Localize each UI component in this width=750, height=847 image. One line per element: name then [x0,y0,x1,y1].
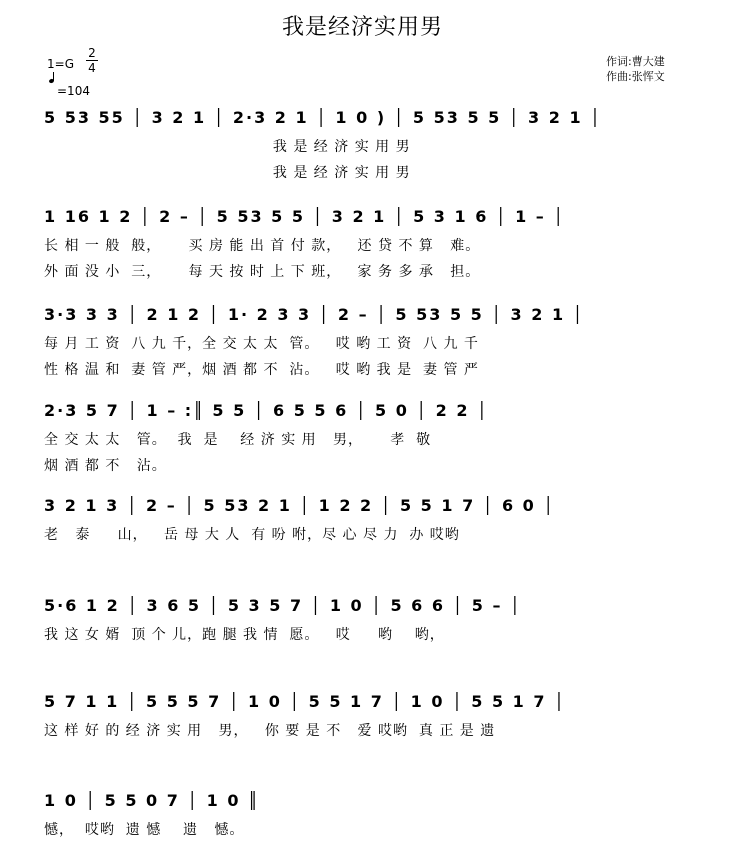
notes-row: 1 16 1 2 │ 2 – │ 5 53 5 5 │ 3 2 1 │ 5 3 1 6 │ 1 – │ [44,207,566,226]
lyrics-line: 性 格 温 和 妻 管 严，烟 酒 都 不 沾。 哎 哟 我 是 妻 管 严 [44,362,479,378]
notes-row: 3·3 3 3 │ 2 1 2 │ 1· 2 3 3 │ 2 – │ 5 53 5 5 │ 3 2 1 │ [44,305,585,324]
credits [606,54,665,84]
notes-row: 1 0 │ 5 5 0 7 │ 1 0 ║ [44,791,260,810]
notes-row: 5·6 1 2 │ 3 6 5 │ 5 3 5 7 │ 1 0 │ 5 6 6 │ 5 – │ [44,596,522,615]
time-signature-top: 2 [88,46,96,60]
lyrics-line: 憾， 哎哟 遗 憾 遗 憾。 [44,822,245,838]
notes-row: 5 7 1 1 │ 5 5 5 7 │ 1 0 │ 5 5 1 7 │ 1 0 │ 5 5 1 7 │ [44,692,566,711]
lyrics-line: 烟 酒 都 不 沾。 [44,458,167,474]
song-title: 我是经济实用男 [281,15,443,40]
lyrics-line: 我 是 经 济 实 用 男 [44,139,411,155]
lyrics-line: 外 面 没 小 三， 每 天 按 时 上 下 班， 家 务 多 承 担。 [44,264,481,280]
lyrics-line: 全 交 太 太 管。 我 是 经 济 实 用 男， 孝 敬 [44,432,432,448]
lyrics-line: 我 这 女 婿 顶 个 儿，跑 腿 我 情 愿。 哎 哟 哟， [44,627,445,643]
time-signature-bottom: 4 [86,60,98,75]
key-signature: 1=G [47,57,74,71]
lyrics-line: 每 月 工 资 八 九 千，全 交 太 太 管。 哎 哟 工 资 八 九 千 [44,336,479,352]
time-signature [86,46,98,75]
quarter-note-head-icon [48,78,54,83]
composer: 作曲:张恽文 [606,70,665,83]
notes-row: 3 2 1 3 │ 2 – │ 5 53 2 1 │ 1 2 2 │ 5 5 1 7 │ 6 0 │ [44,496,556,515]
lyricist: 作词:曹大建 [606,55,665,68]
lyrics-line: 长 相 一 般 般， 买 房 能 出 首 付 款， 还 贷 不 算 难。 [44,238,481,254]
lyrics-line: 这 样 好 的 经 济 实 用 男， 你 要 是 不 爱 哎哟 真 正 是 遗 [44,723,496,739]
lyrics-line: 老 泰 山， 岳 母 大 人 有 吩 咐，尽 心 尽 力 办 哎哟 [44,527,460,543]
lyrics-line: 我 是 经 济 实 用 男 [44,165,411,181]
notes-row: 5 53 55 │ 3 2 1 │ 2·3 2 1 │ 1 0 ) │ 5 53 5 5 │ 3 2 1 │ [44,108,602,127]
tempo-marking: =104 [57,84,90,98]
notes-row: 2·3 5 7 │ 1 – :║ 5 5 │ 6 5 5 6 │ 5 0 │ 2 2 │ [44,401,489,420]
